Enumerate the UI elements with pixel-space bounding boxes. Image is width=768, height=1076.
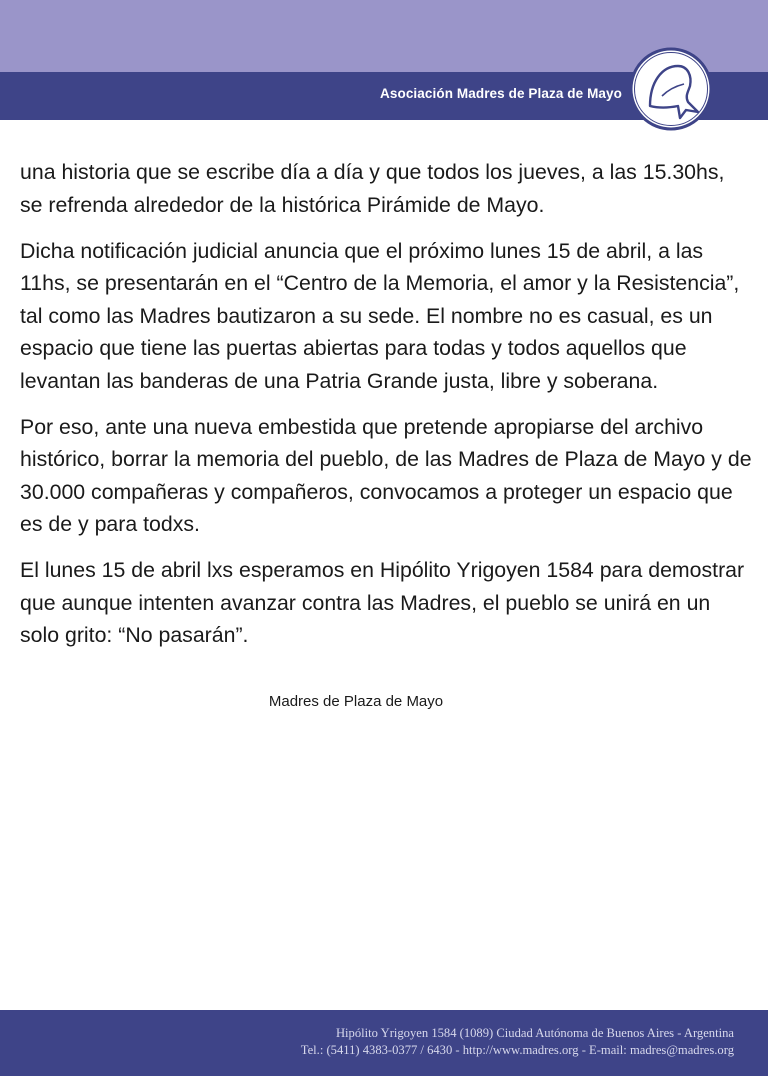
paragraph: Dicha notificación judicial anuncia que el próximo lunes 15 de abril, a las 11hs, se presentarán en el “Centro de la Memoria, el amor y la Resistencia”, tal como las Madres bautizaron a su sede. El nombre no es casual, es un espacio que tiene las puertas abiertas para todas y todos aquellos que levantan las banderas de una Patria Grande justa, libre y soberana.: [20, 238, 740, 393]
letterhead-footer: [0, 1010, 768, 1076]
paragraph: una historia que se escribe día a día y que todos los jueves, a las 15.30hs, se refrenda alrededor de la histórica Pirámide de Mayo.: [20, 160, 725, 217]
letter-body: [20, 156, 752, 665]
letterhead-header: [0, 0, 768, 120]
organization-name: Asociación Madres de Plaza de Mayo: [380, 86, 622, 101]
footer-address: Hipólito Yrigoyen 1584 (1089) Ciudad Autónoma de Buenos Aires - Argentina: [335, 1026, 734, 1040]
paragraph: Por eso, ante una nueva embestida que pretende apropiarse del archivo histórico, borrar la memoria del pueblo, de las Madres de Plaza de Mayo y de 30.000 compañeras y compañeros, convocamos a proteger un espacio que es de y para todxs.: [20, 414, 752, 536]
headscarf-logo-icon: [628, 46, 714, 132]
paragraph: El lunes 15 de abril lxs esperamos en Hipólito Yrigoyen 1584 para demostrar que aunque intenten avanzar contra las Madres, el pueblo se unirá en un solo grito: “No pasarán”.: [20, 558, 745, 647]
footer-contact: Tel.: (5411) 4383-0377 / 6430 - http://www.madres.org - E-mail: madres@madres.org: [300, 1043, 734, 1057]
signature: Madres de Plaza de Mayo: [268, 693, 444, 710]
